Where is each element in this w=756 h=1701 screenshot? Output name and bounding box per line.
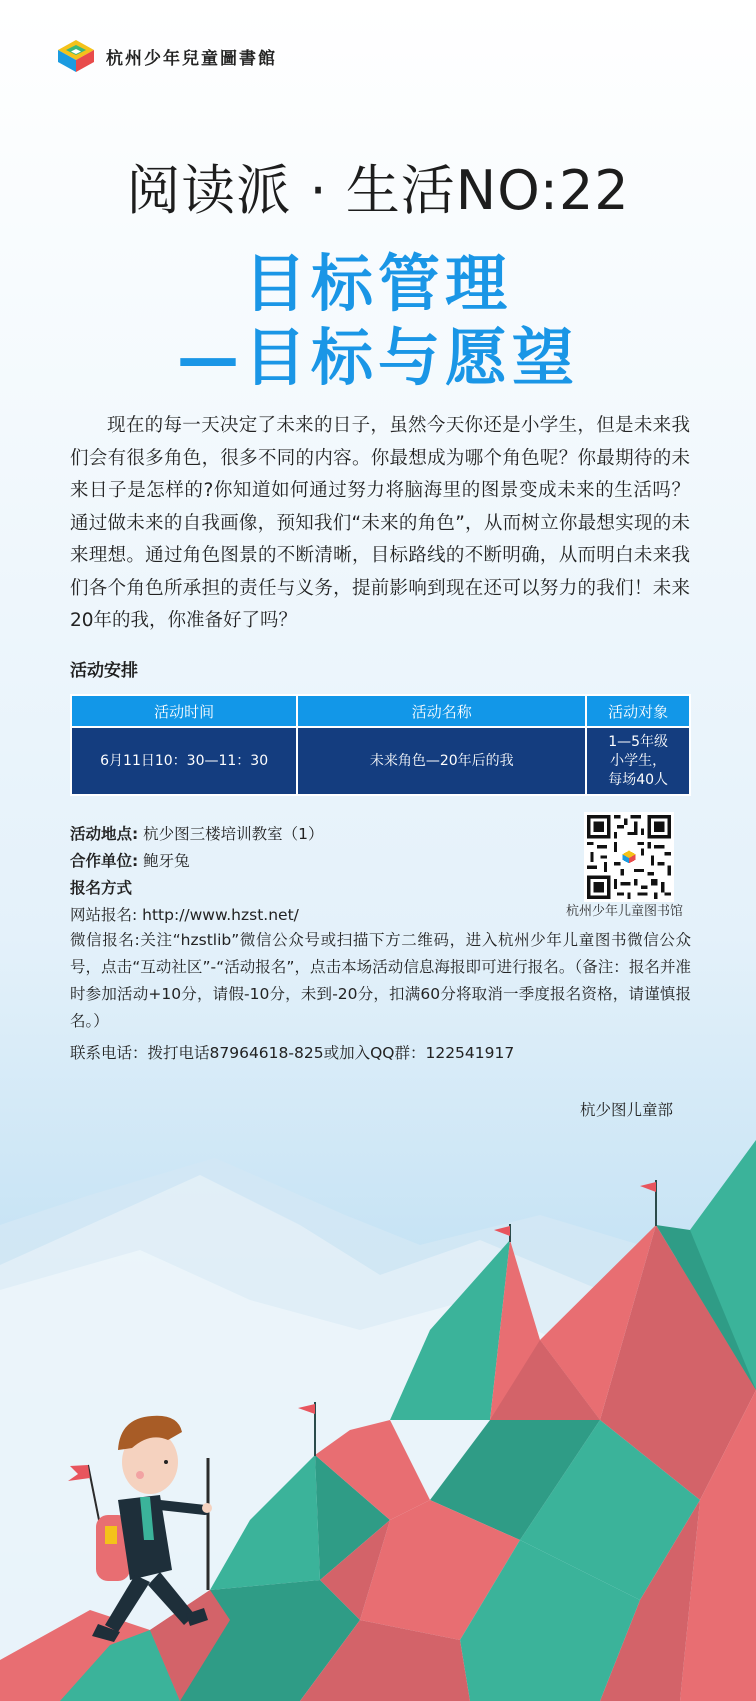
schedule-title: 活动安排 xyxy=(70,661,138,681)
series-headline: 阅读派 · 生活NO:22 xyxy=(126,159,630,222)
cell-target-line: 每场40人 xyxy=(608,771,669,788)
wechat-signup: 微信报名:关注“hzstlib”微信公众号或扫描下方二维码，进入杭州少年儿童图书微信公众号，点击“互动社区”-“活动报名”，点击本场活动信息海报即可进行报名。（备注：报名并准时参加活动+10分，请假-10分，未到-20分，扣满60分将取消一季度报名资格，请谨慎报名。） xyxy=(70,931,691,1030)
contact-phone: 联系电话：拨打电话87964618-825或加入QQ群：122541917 xyxy=(70,1044,515,1062)
intro-paragraph: 现在的每一天决定了未来的日子，虽然今天你还是小学生，但是未来我们会有很多角色，很多不同的内容。你最想成为哪个角色呢？你最期待的未来日子是怎样的?你知道如何通过努力将脑海里的图景变成未来的生活吗？通过做未来的自我画像，预知我们“未来的角色”，从而树立你最想实现的未来理想。通过角色图景的不断清晰，目标路线的不断明确，从而明白未来我们各个角色所承担的责任与义务，提前影响到现在还可以努力的我们！未来20年的我，你准备好了吗？ xyxy=(70,415,690,631)
cell-target-line: 小学生， xyxy=(610,752,667,769)
main-title-line1: 目标管理 xyxy=(243,247,512,320)
cell-name: 未来角色—20年后的我 xyxy=(297,727,586,795)
partner-value: 鲍牙兔 xyxy=(143,852,190,870)
signup-label: 报名方式 xyxy=(70,879,133,897)
partner-label: 合作单位: xyxy=(70,852,139,870)
table-header-target: 活动对象 xyxy=(586,695,690,727)
table-header-name: 活动名称 xyxy=(297,695,586,727)
website-signup[interactable]: 网站报名: http://www.hzst.net/ xyxy=(70,906,299,924)
location-value: 杭少图三楼培训教室（1） xyxy=(143,825,324,843)
cell-target-line: 1—5年级 xyxy=(608,733,669,750)
qr-caption: 杭州少年儿童图书馆 xyxy=(566,904,684,919)
cell-time: 6月11日10：30—11：30 xyxy=(71,727,297,795)
location-label: 活动地点: xyxy=(70,825,139,843)
library-name: 杭州少年兒童圖書館 xyxy=(106,48,277,69)
department-signature: 杭少图儿童部 xyxy=(580,1101,674,1119)
main-title-line2: —目标与愿望 xyxy=(176,321,579,394)
table-header-time: 活动时间 xyxy=(71,695,297,727)
